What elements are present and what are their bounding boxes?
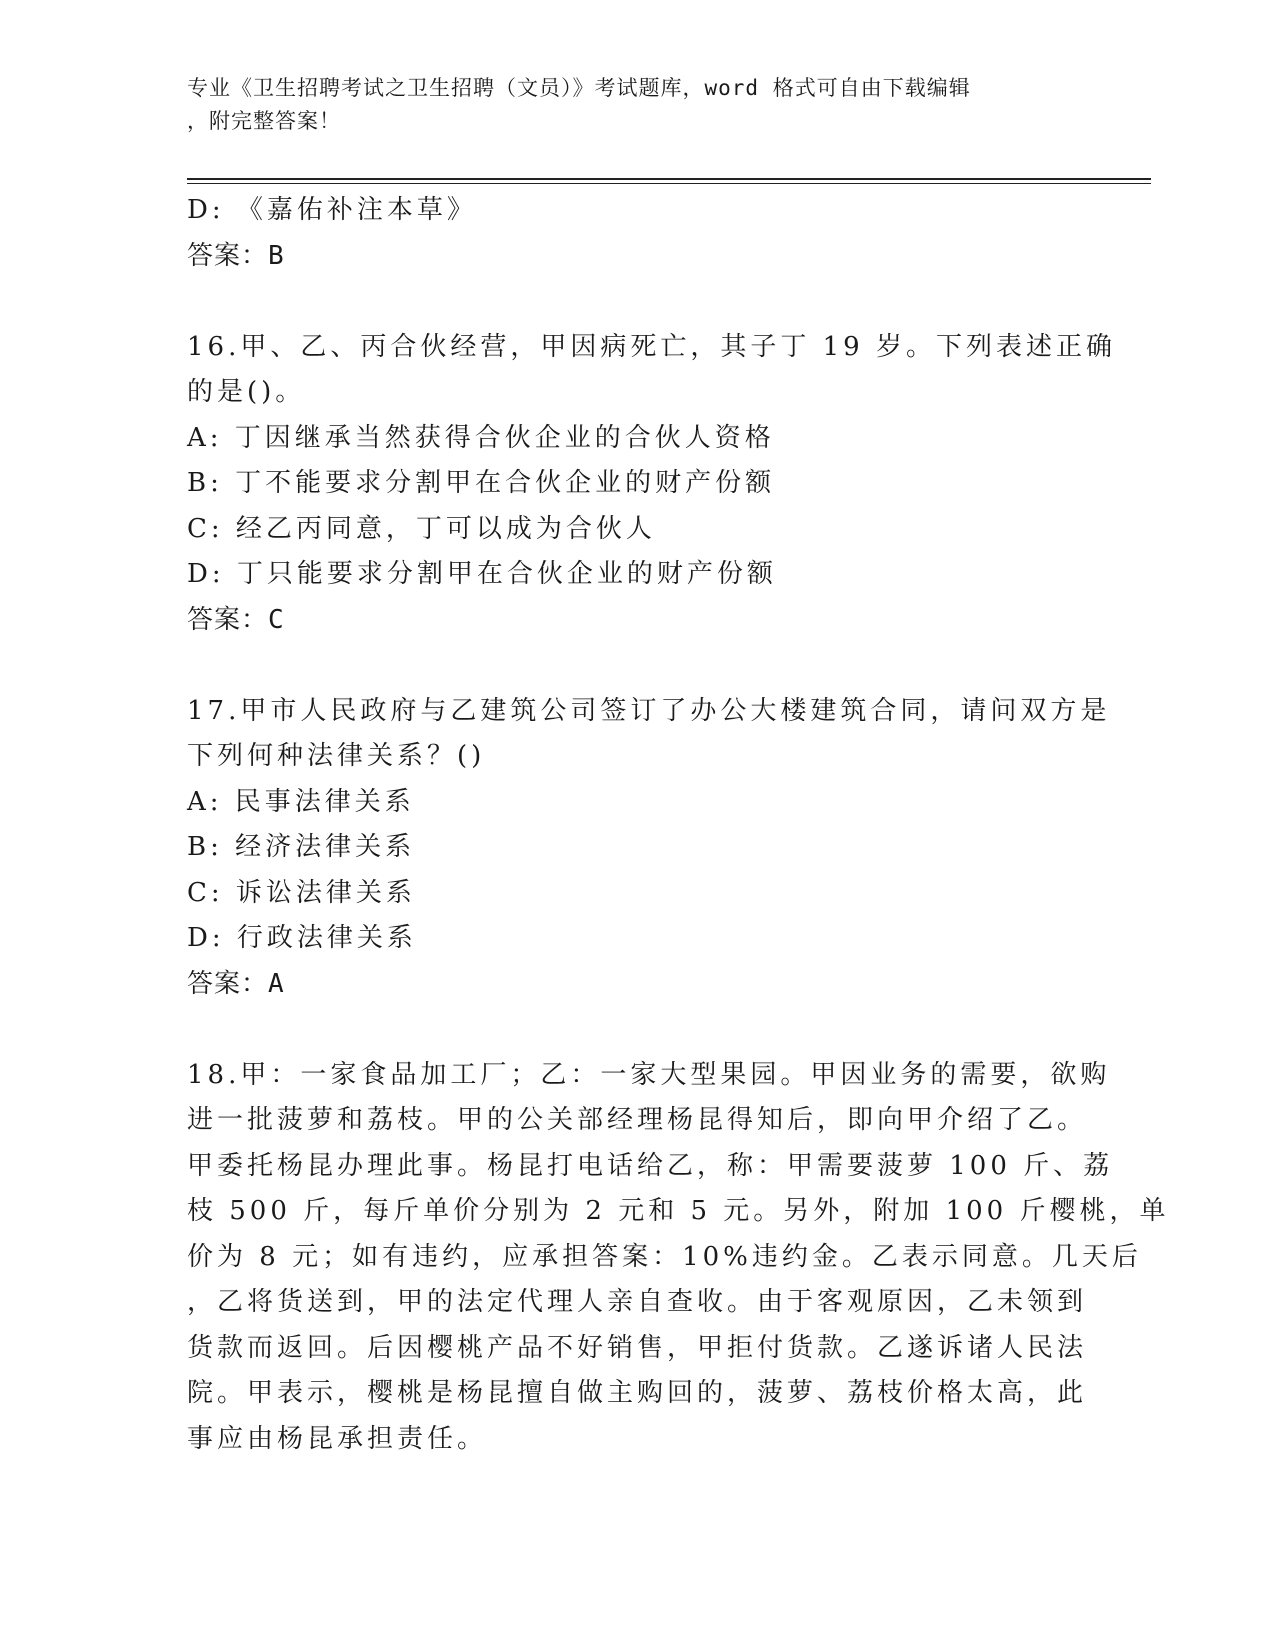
q18-stem-line: 货款而返回。后因樱桃产品不好销售，甲拒付货款。乙遂诉诸人民法 (187, 1332, 1088, 1363)
spacer (187, 1007, 1087, 1053)
question-17 (187, 689, 1111, 1008)
q17-stem-line-2: 下列何种法律关系？() (187, 741, 486, 771)
q18-stem-line: 院。甲表示，樱桃是杨昆擅自做主购回的，菠萝、荔枝价格太高，此 (187, 1378, 1088, 1408)
header-rule-thin (187, 183, 1151, 184)
q18-stem-line: 枝 500 斤，每斤单价分别为 2 元和 5 元。另外，附加 100 斤樱桃，单 (187, 1196, 1170, 1226)
spacer (187, 643, 1087, 689)
q18-stem-line: 事应由杨昆承担责任。 (187, 1423, 488, 1454)
q18-stem-line: 甲委托杨昆办理此事。杨昆打电话给乙，称：甲需要菠萝 100 斤、荔 (187, 1150, 1114, 1181)
q16-stem-line-1: 16.甲、乙、丙合伙经营，甲因病死亡，其子丁 19 岁。下列表述正确 (187, 331, 1116, 362)
q17-option-a: A: 民事法律关系 (187, 786, 415, 817)
q16-option-d: D: 丁只能要求分割甲在合伙企业的财产份额 (187, 559, 777, 589)
q16-answer: 答案：C (187, 604, 285, 635)
q17-option-c: C: 诉讼法律关系 (187, 877, 416, 908)
header-rule-thick (187, 178, 1151, 180)
q17-stem-line-1: 17.甲市人民政府与乙建筑公司签订了办公大楼建筑合同，请问双方是 (187, 695, 1111, 726)
q15-answer: 答案：B (187, 240, 285, 271)
q18-stem-line: 价为 8 元；如有违约，应承担答案：10%违约金。乙表示同意。几天后 (187, 1241, 1142, 1272)
q16-stem-line-2: 的是()。 (187, 377, 306, 407)
q17-option-d: D: 行政法律关系 (187, 923, 417, 953)
question-16 (187, 325, 1116, 644)
q15-option-d: D: 《嘉佑补注本草》 (187, 195, 477, 225)
q16-option-a: A: 丁因继承当然获得合伙企业的合伙人资格 (187, 422, 775, 453)
q18-stem-line: 18.甲：一家食品加工厂；乙：一家大型果园。甲因业务的需要，欲购 (187, 1059, 1111, 1090)
q16-option-b: B: 丁不能要求分割甲在合伙企业的财产份额 (187, 468, 776, 498)
q18-stem-line: ，乙将货送到，甲的法定代理人亲自查收。由于客观原因，乙未领到 (187, 1287, 1088, 1317)
header-line-2: ，附完整答案！ (187, 109, 341, 133)
q17-option-b: B: 经济法律关系 (187, 832, 416, 862)
question-18 (187, 1053, 1170, 1463)
q18-stem-line: 进一批菠萝和荔枝。甲的公关部经理杨昆得知后，即向甲介绍了乙。 (187, 1105, 1088, 1135)
spacer (187, 279, 1087, 325)
page-header (187, 72, 1067, 138)
q16-option-c: C: 经乙丙同意，丁可以成为合伙人 (187, 513, 656, 544)
q17-answer: 答案：A (187, 968, 285, 999)
question-content (187, 188, 1170, 1462)
header-line-1: 专业《卫生招聘考试之卫生招聘（文员）》考试题库，word 格式可自由下载编辑 (187, 76, 971, 100)
